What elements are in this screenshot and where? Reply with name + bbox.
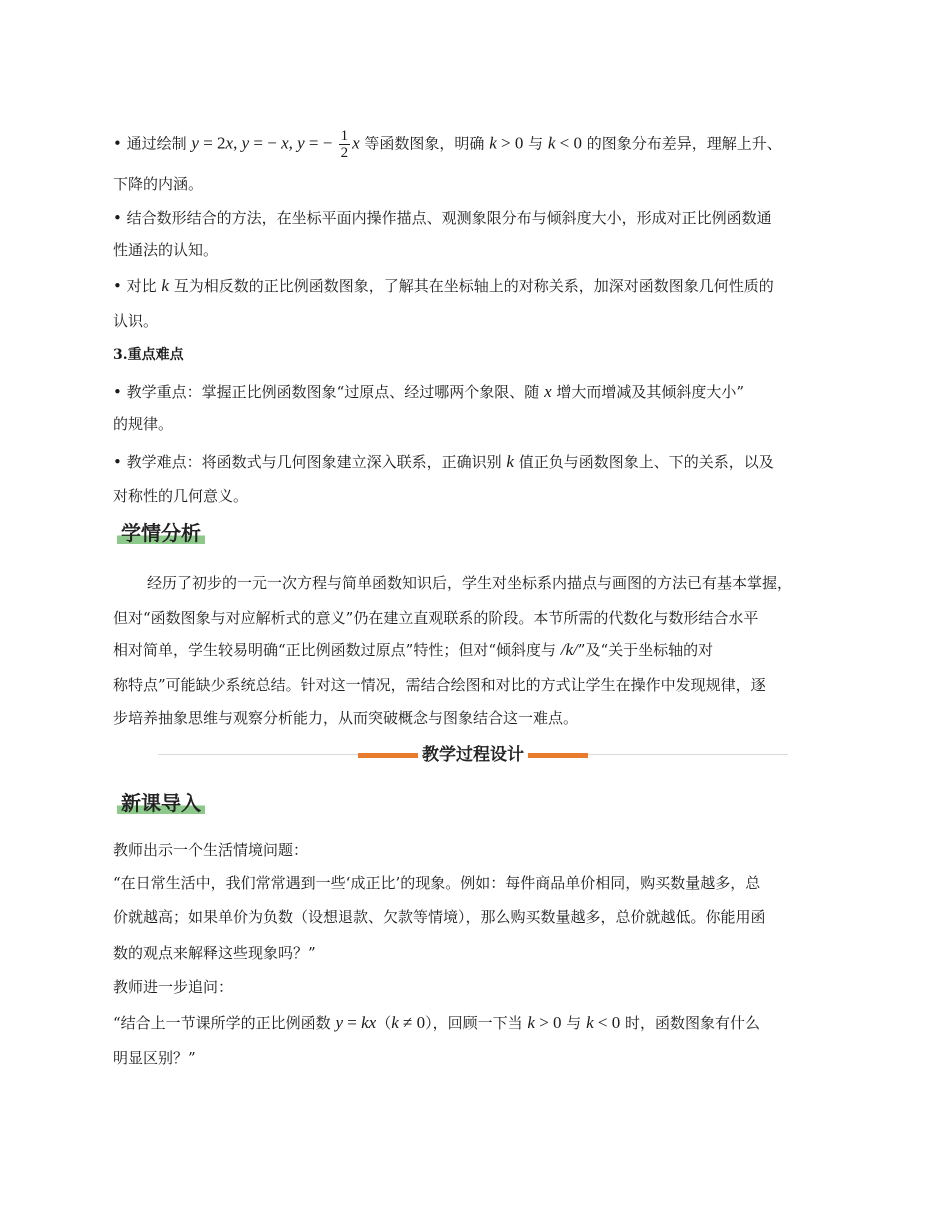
teaching-difficulty-cont: 对称性的几何意义。 — [113, 487, 249, 505]
intro-quote-line-3: 数的观点来解释这些现象吗？” — [113, 944, 316, 962]
intro-question-cont: 明显区别？” — [113, 1049, 196, 1067]
objective-bullet-3-cont: 认识。 — [113, 312, 159, 330]
objective-bullet-1-cont: 下降的内涵。 — [113, 175, 204, 193]
analysis-line-3: 相对简单，学生较易明确“正比例函数过原点”特性；但对“倾斜度与 /k/”及“关于坐标轴的对 — [113, 640, 714, 659]
intro-paragraph-1: 教师出示一个生活情境问题： — [113, 841, 309, 859]
teaching-process-banner — [158, 742, 788, 768]
analysis-line-2: 但对“函数图象与对应解析式的意义”仍在建立直观联系的阶段。本节所需的代数化与数形结合水平 — [113, 609, 759, 627]
new-lesson-intro-tag: 新课导入 — [117, 790, 205, 816]
intro-quote-line-2: 价就越高；如果单价为负数（设想退款、欠款等情境），那么购买数量越多，总价就越低。你能用函 — [113, 908, 766, 926]
banner-rule-left — [158, 754, 358, 755]
analysis-line-4: 称特点”可能缺少系统总结。针对这一情况，需结合绘图和对比的方式让学生在操作中发现规律，逐 — [113, 676, 766, 694]
teaching-difficulty: • 教学难点：将函数式与几何图象建立深入联系，正确识别 k 值正负与函数图象上、下的关系，以及 — [113, 452, 774, 471]
objective-bullet-2-cont: 性通法的认知。 — [113, 241, 219, 259]
intro-paragraph-3: 教师进一步追问： — [113, 978, 234, 996]
objective-bullet-3: • 对比 k 互为相反数的正比例函数图象，了解其在坐标轴上的对称关系，加深对函数图象几何性质的 — [113, 276, 774, 295]
banner-rule-right — [588, 754, 788, 755]
teaching-focus-cont: 的规律。 — [113, 415, 174, 433]
student-analysis-tag: 学情分析 — [117, 520, 205, 546]
banner-bar-right — [528, 753, 588, 758]
analysis-line-1: 经历了初步的一元一次方程与简单函数知识后，学生对坐标系内描点与画图的方法已有基本掌握， — [147, 574, 793, 592]
fraction-one-half: $\frac{1}{2}$ — [340, 128, 349, 161]
analysis-line-5: 步培养抽象思维与观察分析能力，从而突破概念与图象结合这一难点。 — [113, 709, 579, 727]
key-points-heading: 3.重点难点 — [113, 347, 184, 363]
objective-bullet-1: • 通过绘制 y = 2x, y = − x, y = − $\frac{1}{2}$ x 等函数图象，明确 k > 0 与 k < 0 的图象分布差异，理解上升、 — [113, 128, 782, 161]
objective-bullet-2: • 结合数形结合的方法，在坐标平面内操作描点、观测象限分布与倾斜度大小，形成对正比例函数通 — [113, 209, 772, 227]
intro-quote-line-1: “在日常生活中，我们常常遇到一些‘成正比’的现象。例如：每件商品单价相同，购买数量越多，总 — [113, 874, 761, 892]
teaching-focus: • 教学重点：掌握正比例函数图象“过原点、经过哪两个象限、随 x 增大而增减及其倾斜度大小” — [113, 382, 745, 401]
banner-title: 教学过程设计 — [422, 745, 524, 765]
intro-question: “结合上一节课所学的正比例函数 y = kx（k ≠ 0），回顾一下当 k > 0 与 k < 0 时，函数图象有什么 — [113, 1013, 760, 1032]
